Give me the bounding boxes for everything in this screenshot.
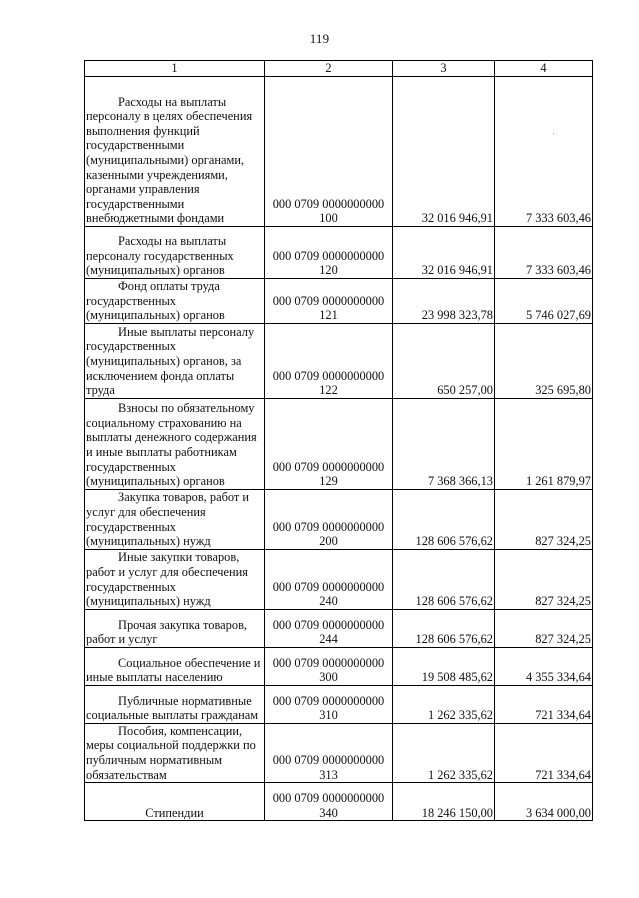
row-code: 000 0709 0000000000 244 [265, 609, 393, 647]
page-number: 119 [309, 31, 330, 46]
scan-speck [553, 133, 554, 134]
table-row [85, 549, 593, 609]
budget-table [84, 60, 593, 821]
row-value-col3: 1 262 335,62 [393, 723, 495, 782]
row-description: Публичные нормативные социальные выплаты гражданам [85, 685, 265, 723]
row-value-col3: 32 016 946,91 [393, 227, 495, 279]
row-description: Социальное обеспечение и иные выплаты населению [85, 647, 265, 685]
row-description: Иные закупки товаров, работ и услуг для обеспечения государственных (муниципальных) нужд [85, 549, 265, 609]
row-value-col3: 650 257,00 [393, 323, 495, 398]
table-row [85, 323, 593, 398]
table-row [85, 489, 593, 549]
table-row [85, 783, 593, 821]
row-value-col4: 827 324,25 [495, 609, 593, 647]
row-value-col4: 7 333 603,46 [495, 77, 593, 227]
row-description: Прочая закупка товаров, работ и услуг [85, 609, 265, 647]
table-row [85, 609, 593, 647]
row-value-col3: 32 016 946,91 [393, 77, 495, 227]
row-description: Иные выплаты персоналу государственных (муниципальных) органов, за исключением фонда оплаты труда [85, 323, 265, 398]
table-row [85, 227, 593, 279]
header-col-1: 1 [85, 61, 265, 77]
row-value-col3: 128 606 576,62 [393, 609, 495, 647]
row-value-col4: 4 355 334,64 [495, 647, 593, 685]
row-code: 000 0709 0000000000 300 [265, 647, 393, 685]
row-description: Стипендии [85, 783, 265, 821]
row-value-col4: 721 334,64 [495, 723, 593, 782]
row-value-col4: 5 746 027,69 [495, 279, 593, 324]
row-value-col4: 827 324,25 [495, 549, 593, 609]
row-value-col4: 827 324,25 [495, 489, 593, 549]
row-code: 000 0709 0000000000 340 [265, 783, 393, 821]
row-value-col4: 7 333 603,46 [495, 227, 593, 279]
row-code: 000 0709 0000000000 313 [265, 723, 393, 782]
table-row [85, 398, 593, 489]
row-code: 000 0709 0000000000 122 [265, 323, 393, 398]
header-col-4: 4 [495, 61, 593, 77]
row-value-col4: 721 334,64 [495, 685, 593, 723]
row-code: 000 0709 0000000000 310 [265, 685, 393, 723]
row-description: Пособия, компенсации, меры социальной поддержки по публичным нормативным обязательствам [85, 723, 265, 782]
table-row [85, 77, 593, 227]
header-row [85, 61, 593, 77]
row-code: 000 0709 0000000000 100 [265, 77, 393, 227]
row-value-col3: 1 262 335,62 [393, 685, 495, 723]
table-row [85, 279, 593, 324]
row-value-col3: 7 368 366,13 [393, 398, 495, 489]
row-code: 000 0709 0000000000 120 [265, 227, 393, 279]
row-code: 000 0709 0000000000 240 [265, 549, 393, 609]
row-value-col4: 3 634 000,00 [495, 783, 593, 821]
table-row [85, 647, 593, 685]
row-code: 000 0709 0000000000 121 [265, 279, 393, 324]
row-value-col3: 18 246 150,00 [393, 783, 495, 821]
row-code: 000 0709 0000000000 200 [265, 489, 393, 549]
row-description: Закупка товаров, работ и услуг для обеспечения государственных (муниципальных) нужд [85, 489, 265, 549]
row-value-col3: 128 606 576,62 [393, 489, 495, 549]
row-description: Взносы по обязательному социальному страхованию на выплаты денежного содержания и иные выплаты работникам государственных (муниципальных) органов [85, 398, 265, 489]
row-value-col3: 128 606 576,62 [393, 549, 495, 609]
table-row [85, 723, 593, 782]
table-row [85, 685, 593, 723]
row-value-col3: 23 998 323,78 [393, 279, 495, 324]
header-col-2: 2 [265, 61, 393, 77]
row-description: Расходы на выплаты персоналу государственных (муниципальных) органов [85, 227, 265, 279]
header-col-3: 3 [393, 61, 495, 77]
row-code: 000 0709 0000000000 129 [265, 398, 393, 489]
row-value-col3: 19 508 485,62 [393, 647, 495, 685]
row-description: Расходы на выплаты персоналу в целях обеспечения выполнения функций государственными (муниципальными) органами, казенными учреждениями, органами управления государственными внебюджетными фондами [85, 77, 265, 227]
row-description: Фонд оплаты труда государственных (муниципальных) органов [85, 279, 265, 324]
row-value-col4: 325 695,80 [495, 323, 593, 398]
row-value-col4: 1 261 879,97 [495, 398, 593, 489]
